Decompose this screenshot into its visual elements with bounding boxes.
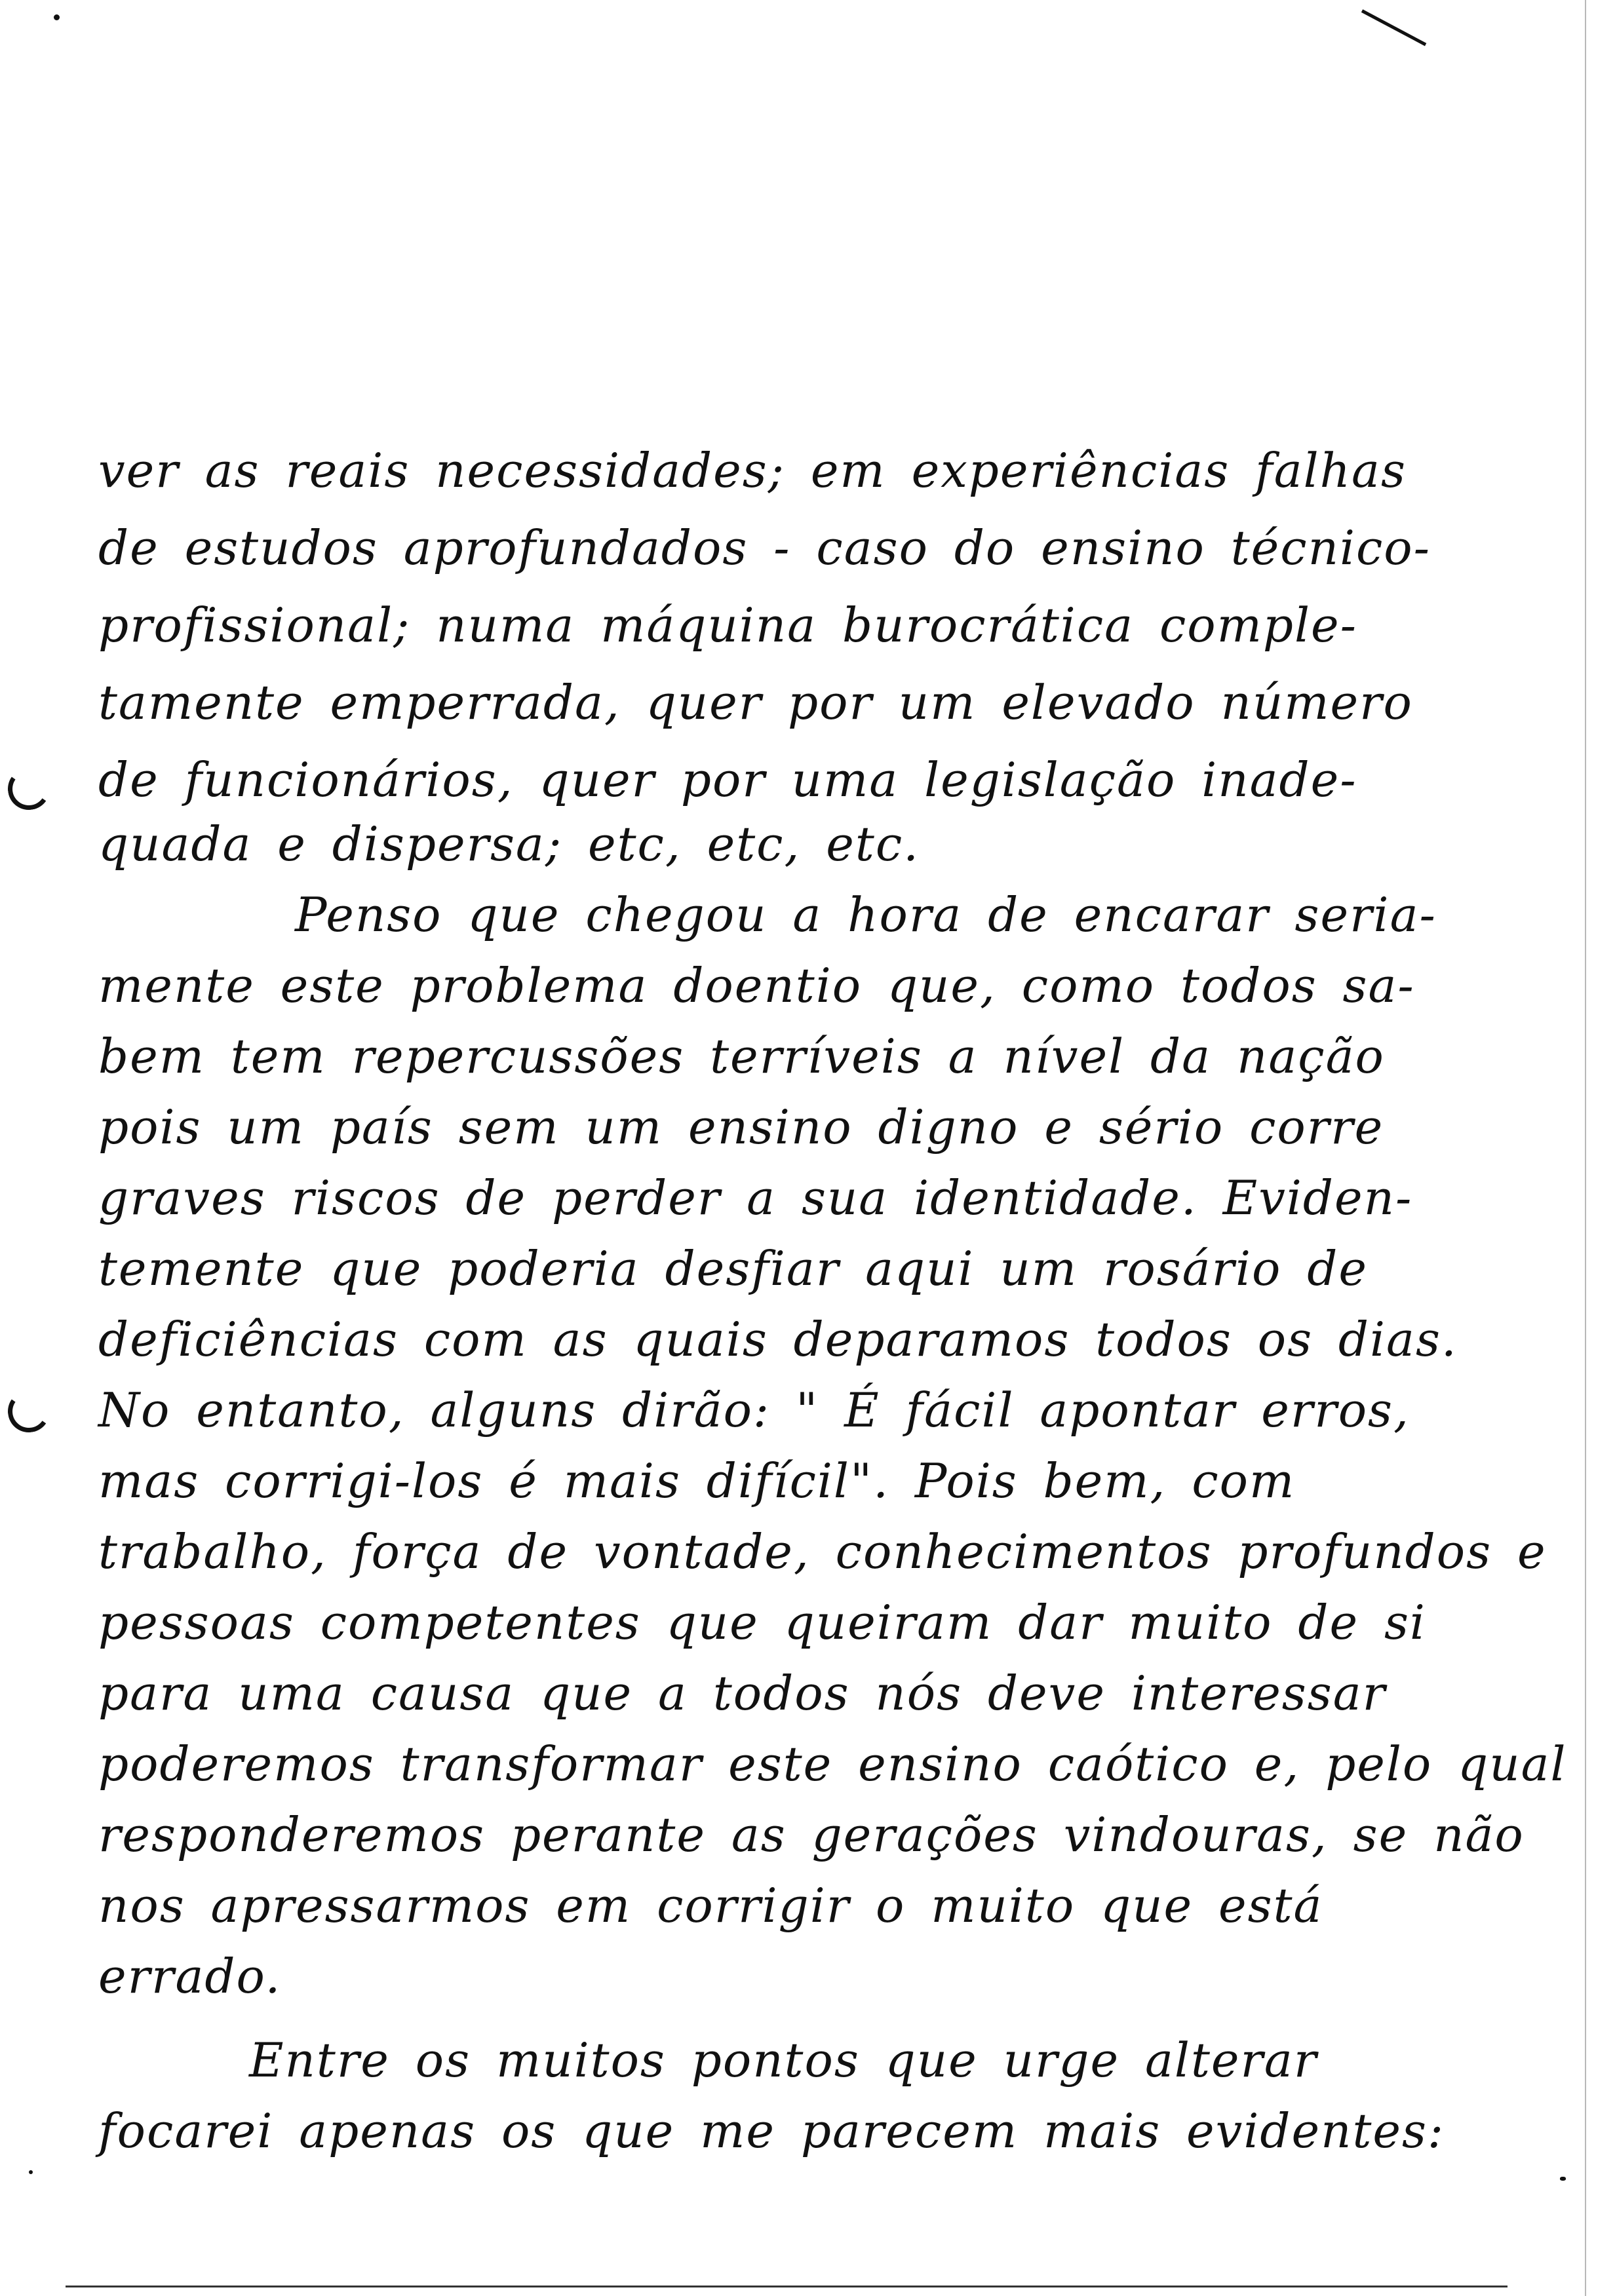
text-line: pois um país sem um ensino digno e sério corre	[98, 1100, 1384, 1155]
text-line: trabalho, força de vontade, conhecimentos profundos e	[98, 1524, 1547, 1579]
text-line: temente que poderia desfiar aqui um rosário de	[98, 1241, 1368, 1296]
margin-bracket-mark	[5, 765, 53, 813]
text-line: quada e dispersa; etc, etc, etc.	[98, 816, 920, 871]
text-line: ver as reais necessidades; em experiências falhas	[98, 443, 1407, 498]
text-line: mente este problema doentio que, como todos sa-	[98, 958, 1415, 1013]
margin-bracket-mark	[5, 1387, 53, 1436]
text-line: para uma causa que a todos nós deve interessar	[98, 1666, 1387, 1721]
text-line: bem tem repercussões terríveis a nível da nação	[98, 1029, 1385, 1084]
text-line-indented: Penso que chegou a hora de encarar seria-	[295, 887, 1437, 942]
text-line-indented: Entre os muitos pontos que urge alterar	[249, 2033, 1318, 2088]
text-line: responderemos perante as gerações vindouras, se não	[98, 1807, 1525, 1862]
text-line: poderemos transformar este ensino caótico e, pelo qual	[98, 1736, 1567, 1791]
text-line: deficiências com as quais deparamos todos os dias.	[98, 1312, 1458, 1367]
text-line: profissional; numa máquina burocrática comple-	[98, 598, 1357, 653]
page-right-edge-line	[1585, 0, 1586, 2296]
page-bottom-edge-line	[66, 2286, 1508, 2287]
text-line: graves riscos de perder a sua identidade. Eviden-	[98, 1170, 1413, 1225]
text-line: nos apressarmos em corrigir o muito que está	[98, 1878, 1323, 1933]
ink-slash-mark	[1361, 9, 1426, 46]
text-line: de funcionários, quer por uma legislação inade-	[98, 752, 1357, 807]
text-line: de estudos aprofundados - caso do ensino técnico-	[98, 520, 1431, 575]
text-line: errado.	[98, 1949, 282, 2004]
text-line: No entanto, alguns dirão: " É fácil apontar erros,	[98, 1383, 1410, 1438]
text-line: focarei apenas os que me parecem mais evidentes:	[98, 2103, 1445, 2158]
text-line: mas corrigi-los é mais difícil". Pois bem, com	[98, 1453, 1296, 1508]
ink-dot-mark	[29, 2170, 33, 2174]
ink-dot-mark	[1560, 2177, 1566, 2181]
text-line: pessoas competentes que queiram dar muito de si	[98, 1595, 1426, 1650]
ink-dot-mark	[54, 14, 60, 20]
text-line: tamente emperrada, quer por um elevado número	[98, 675, 1413, 730]
